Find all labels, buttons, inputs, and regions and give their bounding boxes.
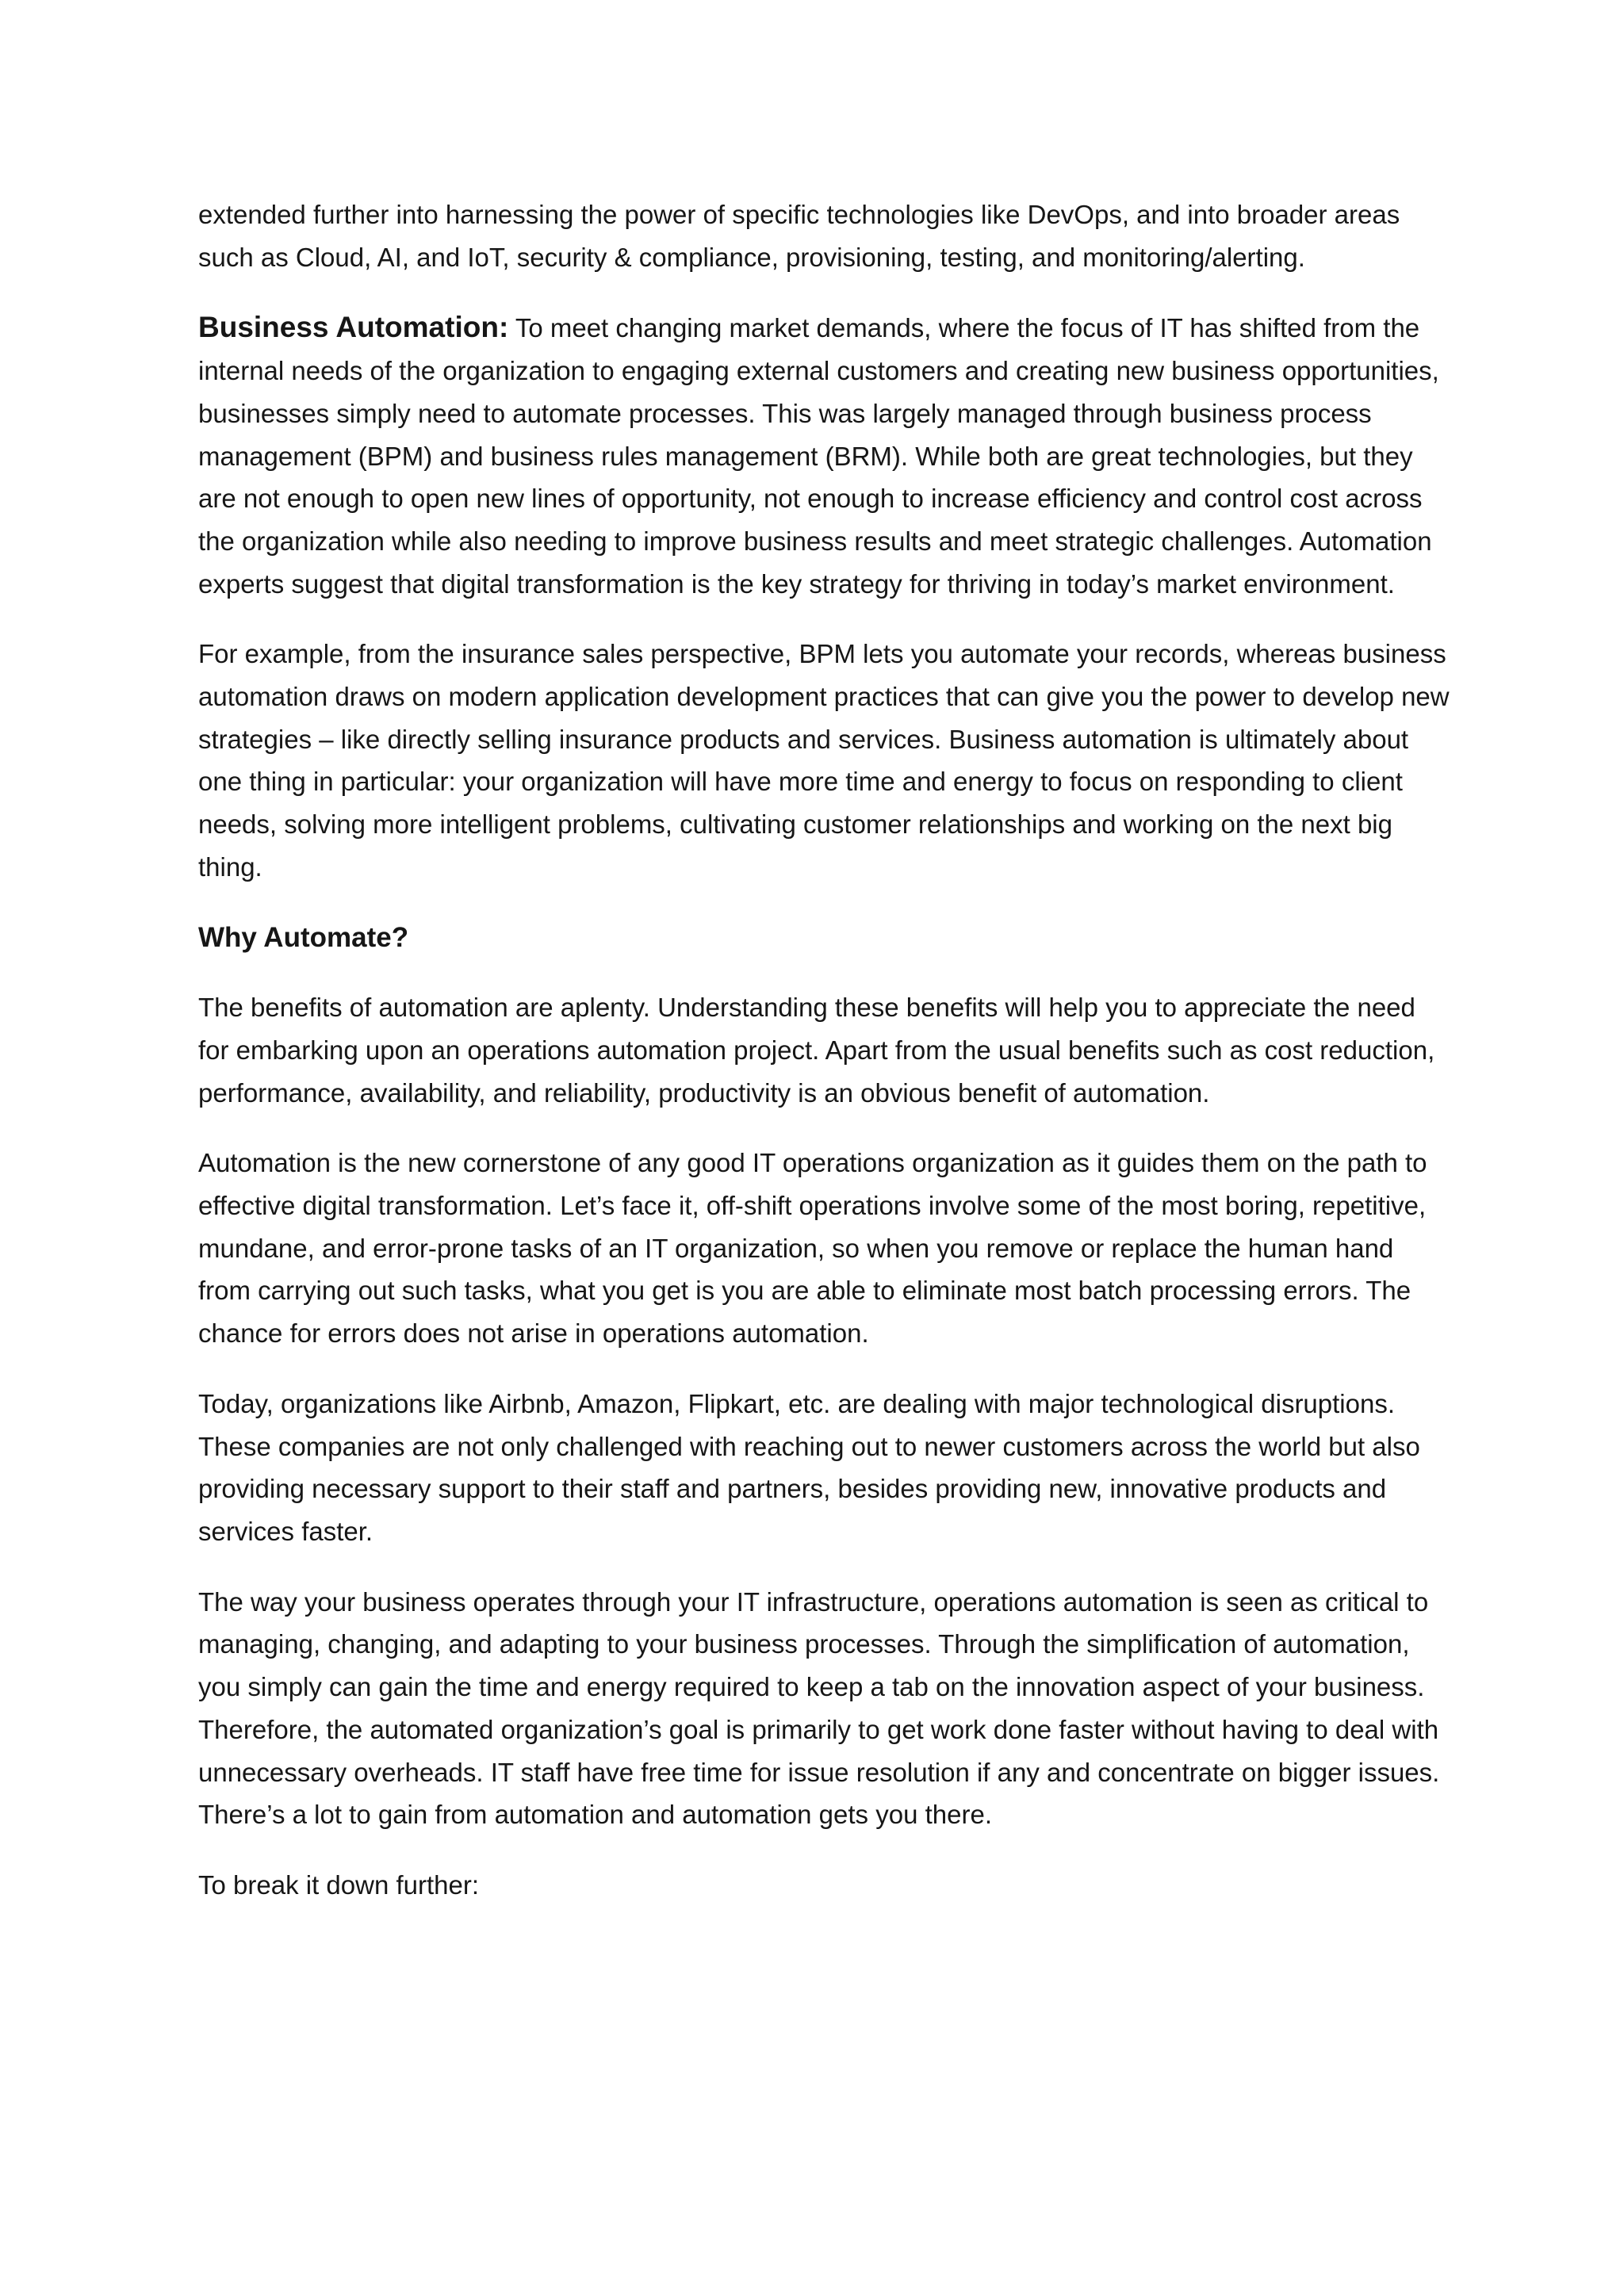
- document-body: [198, 193, 1451, 1934]
- benefits-paragraph: The benefits of automation are aplenty. Understanding these benefits will help you to appreciate the need for embarking upon an operations automation project. Apart from the usual benefits such as cost reduction, performance, availability, and reliability, productivity is an obvious benefit of automation.: [198, 993, 1435, 1108]
- why-automate-heading: Why Automate?: [198, 921, 409, 953]
- example-paragraph: For example, from the insurance sales perspective, BPM lets you automate your records, whereas business automation draws on modern application development practices that can give you the power to develop new strategies – like directly selling insurance products and services. Business automation is ultimately about one thing in particular: your organization will have more time and energy to focus on responding to client needs, solving more intelligent problems, cultivating customer relationships and working on the next big thing.: [198, 639, 1450, 882]
- companies-paragraph: Today, organizations like Airbnb, Amazon, Flipkart, etc. are dealing with major technological disruptions. These companies are not only challenged with reaching out to newer customers across the world but also providing necessary support to their staff and partners, besides providing new, innovative products and services faster.: [198, 1388, 1420, 1546]
- business-automation-paragraph: [198, 306, 1451, 605]
- cornerstone-paragraph: Automation is the new cornerstone of any good IT operations organization as it guides them on the path to effective digital transformation. Let’s face it, off-shift operations involve some of the most boring, repetitive, mundane, and error-prone tasks of an IT organization, so when you remove or replace the human hand from carrying out such tasks, what you get is you are able to eliminate most batch processing errors. The chance for errors does not arise in operations automation.: [198, 1148, 1427, 1349]
- business-automation-text: To meet changing market demands, where the focus of IT has shifted from the internal needs of the organization to engaging external customers and creating new business opportunities, businesses simply need to automate processes. This was largely managed through business process management (BPM) and business rules management (BRM). While both are great technologies, but they are not enough to open new lines of opportunity, not enough to increase efficiency and control cost across the organization while also needing to improve business results and meet strategic challenges. Automation experts suggest that digital transformation is the key strategy for thriving in today’s market environment.: [198, 313, 1439, 599]
- continuation-paragraph: extended further into harnessing the power of specific technologies like DevOps, and into broader areas such as Cloud, AI, and IoT, security & compliance, provisioning, testing, and monitoring/alerting.: [198, 200, 1400, 272]
- breakdown-line: To break it down further:: [198, 1869, 480, 1900]
- business-automation-label: Business Automation:: [198, 311, 509, 344]
- infrastructure-paragraph: The way your business operates through your IT infrastructure, operations automation is seen as critical to managing, changing, and adapting to your business processes. Through the simplification of automation, you simply can gain the time and energy required to keep a tab on the innovation aspect of your business. Therefore, the automated organization’s goal is primarily to get work done faster without having to deal with unnecessary overheads. IT staff have free time for issue resolution if any and concentrate on bigger issues. There’s a lot to gain from automation and automation gets you there.: [198, 1586, 1440, 1830]
